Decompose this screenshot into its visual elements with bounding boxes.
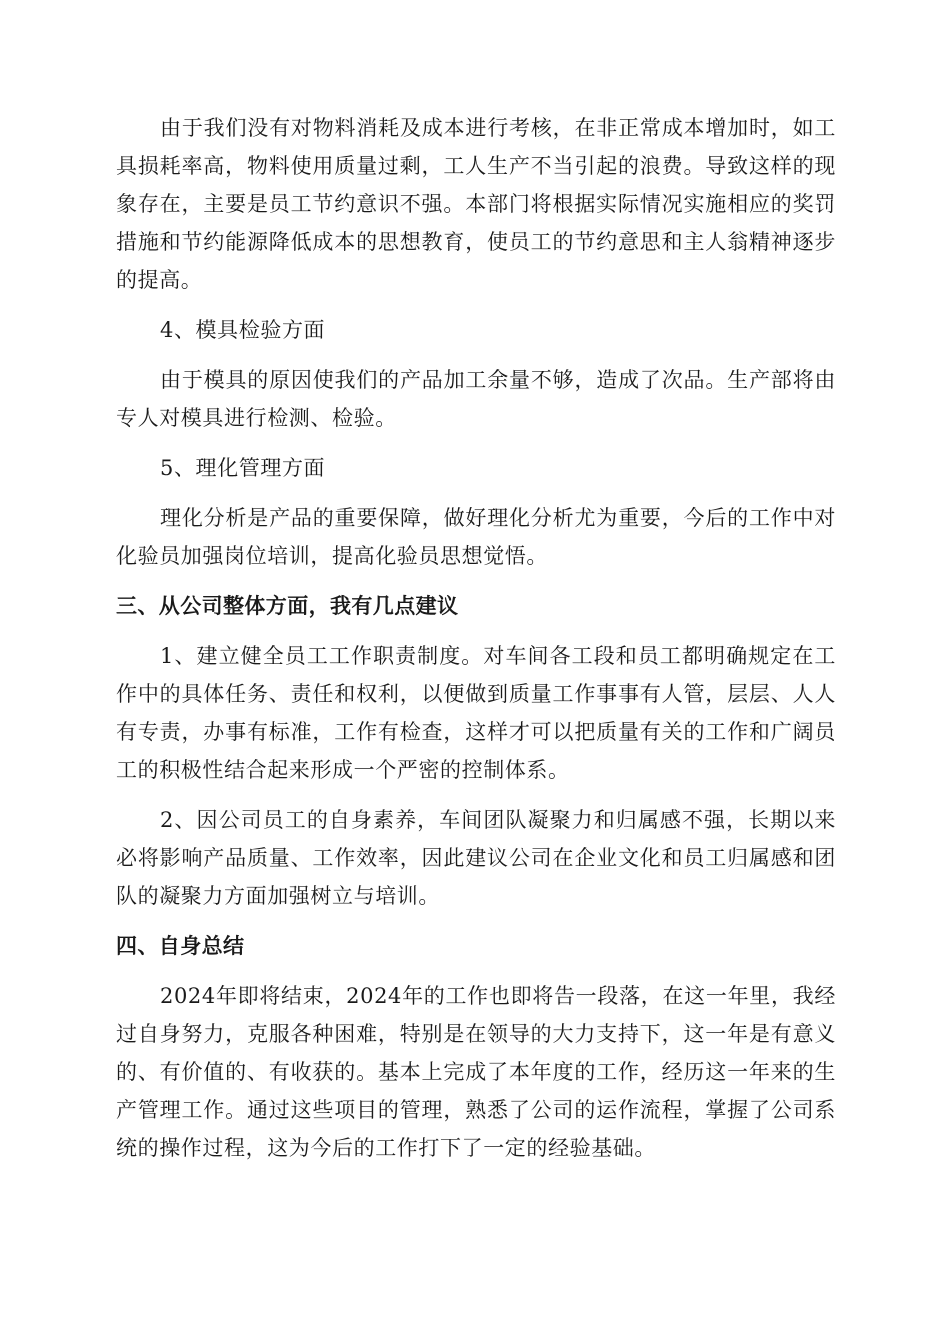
paragraph-suggestion-1: 1、建立健全员工工作职责制度。对车间各工段和员工都明确规定在工作中的具体任务、责任和权利，以便做到质量工作事事有人管，层层、人人有专责，办事有标准，工作有检查，这样才可以把质量有关的工作和广阔员工的积极性结合起来形成一个严密的控制体系。 <box>116 644 836 782</box>
subheading-mold-inspection: 4、模具检验方面 <box>160 318 326 342</box>
section-heading-self-summary: 四、自身总结 <box>116 934 245 958</box>
paragraph-suggestion-2: 2、因公司员工的自身素养，车间团队凝聚力和归属感不强，长期以来必将影响产品质量、工作效率，因此建议公司在企业文化和员工归属感和团队的凝聚力方面加强树立与培训。 <box>116 808 836 908</box>
paragraph-mold-inspection: 由于模具的原因使我们的产品加工余量不够，造成了次品。生产部将由专人对模具进行检测、检验。 <box>116 368 836 430</box>
section-heading-suggestions: 三、从公司整体方面，我有几点建议 <box>116 594 459 618</box>
paragraph-self-summary: 2024年即将结束，2024年的工作也即将告一段落，在这一年里，我经过自身努力，克服各种困难，特别是在领导的大力支持下，这一年是有意义的、有价值的、有收获的。基本上完成了本年度的工作，经历这一年来的生产管理工作。通过这些项目的管理，熟悉了公司的运作流程，掌握了公司系统的操作过程，这为今后的工作打下了一定的经验基础。 <box>116 984 836 1160</box>
paragraph-physicochemical: 理化分析是产品的重要保障，做好理化分析尤为重要，今后的工作中对化验员加强岗位培训，提高化验员思想觉悟。 <box>116 506 836 568</box>
subheading-physicochemical: 5、理化管理方面 <box>160 456 326 480</box>
document-body <box>116 109 836 1179</box>
paragraph-cost-control: 由于我们没有对物料消耗及成本进行考核，在非正常成本增加时，如工具损耗率高，物料使用质量过剩，工人生产不当引起的浪费。导致这样的现象存在，主要是员工节约意识不强。本部门将根据实际情况实施相应的奖罚措施和节约能源降低成本的思想教育，使员工的节约意思和主人翁精神逐步的提高。 <box>116 116 836 292</box>
